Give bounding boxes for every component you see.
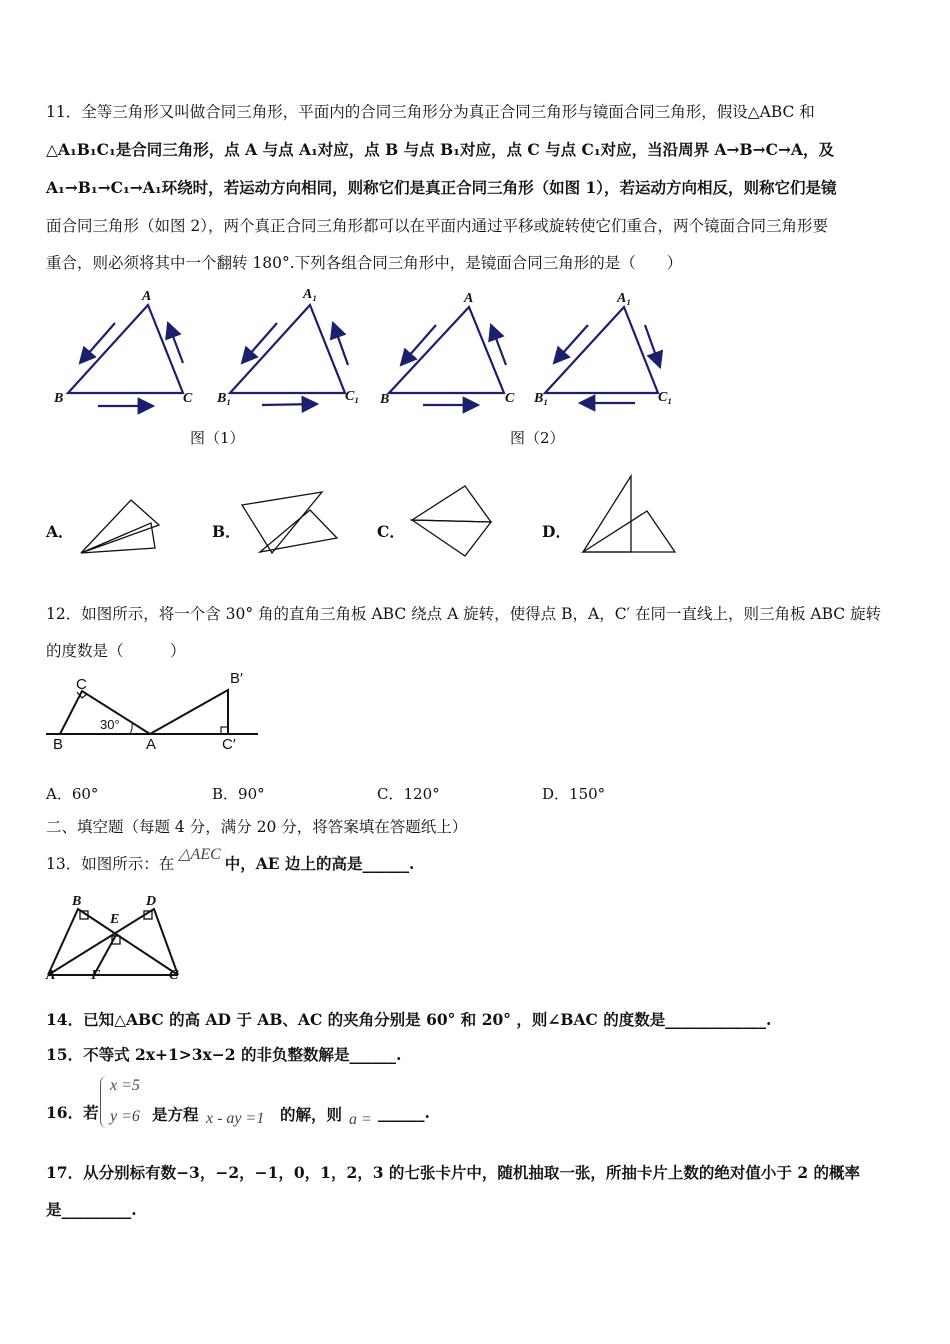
q11-option-b[interactable]: B． <box>212 522 241 541</box>
triangle-abc-1 <box>68 305 183 393</box>
label-a1: A₁ <box>303 287 318 302</box>
label-c: C <box>183 391 193 406</box>
q11-option-figures <box>75 470 695 560</box>
q13-label-c: C <box>169 968 179 983</box>
q16-sys-y: y =6 <box>110 1108 140 1125</box>
q13-prefix: 13．如图所示：在 <box>46 855 175 873</box>
label-c1: C₁ <box>345 389 360 404</box>
q17-line-2: 是_________. <box>46 1200 137 1219</box>
q12-label-b: B <box>53 736 64 753</box>
q16-blank: ______. <box>378 1103 430 1122</box>
triangle-a1b1c1-1 <box>230 305 345 393</box>
q11-option-d[interactable]: D． <box>542 522 571 541</box>
label-a1-2: A₁ <box>617 291 632 306</box>
q16-sys-x: x =5 <box>110 1077 140 1094</box>
q17-line-1: 17．从分别标有数−3，−2，−1，0，1，2，3 的七张卡片中，随机抽取一张，所抽卡片上数的绝对值小于 2 的概率 <box>46 1163 861 1182</box>
label-b1-2: B₁ <box>534 391 549 406</box>
label-b: B <box>54 391 64 406</box>
label-c-2: C <box>505 391 515 406</box>
q13-label-e: E <box>110 912 120 927</box>
q13-label-b: B <box>72 894 82 909</box>
figure-1-caption: 图（1） <box>190 429 245 447</box>
q12-option-a[interactable]: A．60° <box>46 785 99 803</box>
q11-line-3: A₁→B₁→C₁→A₁环绕时，若运动方向相同，则称它们是真正合同三角形（如图 1），若运动方向相反，则称它们是镜 <box>46 178 837 197</box>
triangle-abc-2 <box>389 307 504 393</box>
q16-tail: 的解，则 <box>280 1105 343 1124</box>
q13-math-triangle: △AEC <box>178 846 221 863</box>
q13-label-a: A <box>46 968 56 983</box>
label-c1-2: C₁ <box>658 390 673 405</box>
q11-triangle-figures <box>40 285 690 425</box>
q12-line-1: 12．如图所示，将一个含 30° 角的直角三角板 ABC 绕点 A 旋转，使得点 B，A，C′ 在同一直线上，则三角板 ABC 旋转 <box>46 605 882 623</box>
q11-option-a[interactable]: A． <box>46 522 74 541</box>
label-b1: B₁ <box>217 391 232 406</box>
label-a-2: A <box>464 291 474 306</box>
q16-equation: x - ay =1 <box>206 1110 265 1127</box>
q16-prefix: 16．若 <box>46 1103 99 1122</box>
label-a: A <box>142 289 152 304</box>
q13-label-d: D <box>146 894 157 909</box>
section-2-title: 二、填空题（每题 4 分，满分 20 分，将答案填在答题纸上） <box>46 818 468 836</box>
q15-text: 15．不等式 2x+1>3x−2 的非负整数解是______. <box>46 1045 402 1064</box>
q11-line-5: 重合，则必须将其中一个翻转 180°.下列各组合同三角形中，是镜面合同三角形的是（ ） <box>46 254 683 272</box>
q12-option-c[interactable]: C．120° <box>377 785 440 803</box>
q12-label-a: A <box>146 736 157 753</box>
q11-line-1: 11．全等三角形又叫做合同三角形，平面内的合同三角形分为真正合同三角形与镜面合同三角形，假设△ABC 和 <box>46 103 815 121</box>
q12-label-bprime: B′ <box>230 670 243 687</box>
q12-label-c: C <box>76 676 87 693</box>
q16-a-equals: a = <box>349 1111 372 1128</box>
figure-2-caption: 图（2） <box>510 429 565 447</box>
q16-mid: 是方程 <box>152 1105 199 1124</box>
q12-angle-label: 30° <box>100 717 120 732</box>
q16-system-brace <box>100 1076 107 1128</box>
q13-line <box>46 846 415 875</box>
q12-option-b[interactable]: B．90° <box>212 785 265 803</box>
q11-line-2: △A₁B₁C₁是合同三角形，点 A 与点 A₁对应，点 B 与点 B₁对应，点 C 与点 C₁对应，当沿周界 A→B→C→A，及 <box>46 140 834 159</box>
q12-label-cprime: C′ <box>222 736 236 753</box>
q14-text: 14．已知△ABC 的高 AD 于 AB、AC 的夹角分别是 60° 和 20° ，则∠BAC 的度数是_____________. <box>46 1010 772 1029</box>
label-b-2: B <box>380 392 390 407</box>
q11-option-c[interactable]: C． <box>377 522 405 541</box>
q12-option-d[interactable]: D．150° <box>542 785 606 803</box>
q11-line-4: 面合同三角形（如图 2），两个真正合同三角形都可以在平面内通过平移或旋转使它们重合，两个镜面合同三角形要 <box>46 217 829 235</box>
q12-line-2: 的度数是（ ） <box>46 642 186 660</box>
q13-label-f: F <box>91 968 101 983</box>
triangle-a1b1c1-2 <box>545 307 658 393</box>
q13-suffix: 中，AE 边上的高是______. <box>224 854 415 873</box>
